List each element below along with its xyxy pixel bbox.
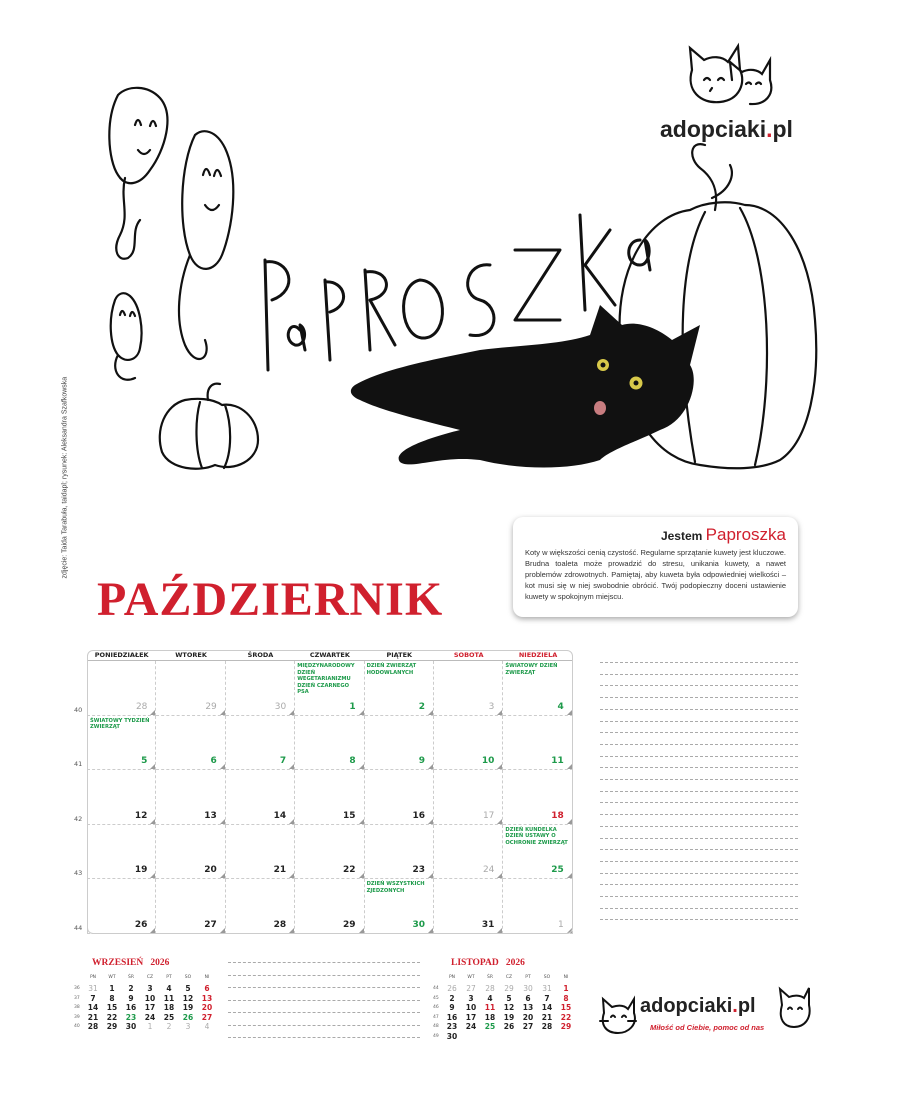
mini-day: 2 (128, 984, 134, 993)
mini-week-number: 44 (433, 986, 439, 991)
day-number: 26 (134, 919, 148, 930)
mini-day: 9 (449, 1003, 455, 1012)
mini-day: 10 (144, 993, 156, 1003)
corner-fold (428, 873, 433, 878)
day-number: 5 (141, 756, 148, 767)
corner-fold (359, 710, 364, 715)
note-line (600, 674, 798, 675)
mini-day: 11 (163, 993, 175, 1003)
day-number: 24 (482, 865, 495, 876)
mini-calendar-title: WRZESIEŃ 2026 (92, 958, 170, 968)
corner-fold (428, 928, 433, 933)
day-cell[interactable] (503, 661, 572, 716)
day-event: DZIEŃ KUNDELKA DZIEŃ USTAWY O OCHRONIE ZWIERZĄT (505, 826, 568, 846)
corner-fold (567, 710, 572, 715)
note-line (600, 896, 798, 897)
mini-day: 7 (90, 993, 96, 1003)
mini-day: 18 (484, 1012, 496, 1022)
mini-day: 18 (163, 1003, 175, 1012)
day-cell[interactable] (503, 825, 572, 880)
mini-week-number: 38 (74, 1005, 80, 1010)
logo-bottom-text: adopciaki (640, 995, 733, 1017)
photo-credit: zdjęcie: Taida Tarabuła, taidapl; rysunek: Aleksandra Szafkowska (61, 376, 69, 579)
day-number: 29 (205, 701, 217, 712)
note-line (600, 779, 798, 780)
corner-fold (359, 873, 364, 878)
day-event: ŚWIATOWY TYDZIEŃ ZWIERZĄT (90, 717, 150, 731)
bio-box (513, 517, 798, 617)
mini-day: 25 (163, 1012, 175, 1022)
day-header: ŚRODA (226, 650, 295, 661)
corner-fold (289, 764, 294, 769)
mini-day: 22 (106, 1012, 118, 1022)
week-number: 43 (74, 869, 83, 878)
ghost-drawing-1 (109, 88, 167, 259)
mini-day: 3 (185, 1022, 191, 1031)
mini-day: 15 (560, 1003, 572, 1012)
mini-day: 24 (144, 1012, 156, 1022)
mini-day-header: NI (563, 975, 569, 980)
corner-fold (289, 928, 294, 933)
mini-week-number: 39 (74, 1014, 80, 1020)
day-cell[interactable] (87, 825, 156, 880)
logo-top[interactable] (660, 40, 810, 150)
mini-day: 4 (487, 993, 493, 1003)
small-pumpkin-drawing (160, 384, 258, 469)
mini-day-header: PN (89, 975, 97, 980)
note-line (600, 744, 798, 745)
corner-fold (567, 819, 572, 824)
day-event: DZIEŃ WSZYSTKICH ZJEDZONYCH (366, 881, 425, 894)
mini-day: 2 (166, 1022, 172, 1031)
day-number: 25 (551, 865, 564, 876)
day-cell[interactable] (226, 879, 295, 934)
mini-day: 21 (541, 1012, 553, 1022)
cat-logo-icon-left (598, 995, 638, 1035)
corner-fold (220, 764, 225, 769)
note-line (600, 791, 798, 792)
day-header: SOBOTA (434, 650, 503, 661)
mini-day: 14 (87, 1003, 99, 1012)
bio-cat-name: Paproszka (705, 525, 786, 544)
mini-day: 17 (144, 1003, 156, 1012)
mini-day-header: NI (204, 975, 210, 980)
mini-day: 31 (88, 984, 98, 993)
corner-fold (289, 710, 294, 715)
mini-day: 28 (541, 1022, 553, 1031)
day-number: 11 (551, 756, 564, 767)
corner-fold (150, 819, 155, 824)
mini-day-header: PT (166, 975, 172, 980)
day-number: 8 (349, 756, 356, 767)
day-number: 27 (204, 919, 217, 930)
day-cell[interactable] (87, 770, 156, 825)
mini-day: 27 (201, 1012, 213, 1022)
mini-week-number: 37 (74, 995, 80, 1001)
mini-day: 26 (447, 984, 457, 993)
day-cell[interactable] (156, 661, 225, 716)
day-cell[interactable] (295, 770, 364, 825)
mini-day: 26 (503, 1022, 515, 1031)
mini-day: 20 (522, 1012, 534, 1022)
day-header: NIEDZIELA (503, 650, 572, 661)
mini-week-number: 48 (433, 1024, 439, 1029)
mini-week-number: 40 (74, 1024, 80, 1029)
mini-day: 16 (125, 1003, 137, 1012)
mini-day: 31 (542, 984, 552, 993)
logo-bottom-tld: pl (737, 995, 756, 1017)
day-cell[interactable] (226, 716, 295, 771)
corner-fold (220, 710, 225, 715)
bio-text: Koty w większości cenią czystość. Regularne sprzątanie kuwety jest kluczowe. Brudna toaleta może prowadzić do stresu, unikania kuwety, a nawet problemów zdrowotnych. Pamiętaj, aby kuweta była odpowiedniej wielkości – kot musi się w niej swobodnie obrócić. Twój podopieczny doceni ustawienie kuwety w spokojnym miejscu. (525, 548, 786, 601)
corner-fold (220, 819, 225, 824)
month-title: PAŹDZIERNIK (97, 573, 444, 626)
mini-day-header: ŚR (487, 975, 493, 980)
note-line (600, 685, 798, 686)
day-number: 2 (418, 701, 425, 712)
day-cell[interactable] (295, 661, 364, 716)
mini-day: 27 (466, 984, 476, 993)
corner-fold (150, 764, 155, 769)
day-number: 18 (551, 810, 564, 821)
day-cell[interactable] (156, 825, 225, 880)
mini-day: 28 (485, 984, 495, 993)
day-cell[interactable] (434, 879, 503, 934)
mini-day: 13 (201, 993, 213, 1003)
mini-day-header: CZ (146, 975, 154, 980)
day-cell[interactable] (156, 716, 225, 771)
mini-day-header: WT (467, 975, 475, 980)
day-header: WTOREK (156, 650, 225, 661)
mini-day: 3 (147, 984, 153, 993)
day-number: 22 (343, 865, 356, 876)
bio-prefix: Jestem (660, 529, 703, 543)
day-cell[interactable] (434, 825, 503, 880)
day-cell[interactable] (365, 879, 434, 934)
day-number: 30 (274, 701, 287, 712)
mini-day: 11 (484, 1003, 496, 1012)
day-number: 1 (558, 919, 564, 930)
ghost-drawing-3 (111, 293, 142, 380)
note-line (600, 709, 798, 710)
note-line (600, 814, 798, 815)
corner-fold (497, 819, 502, 824)
note-line (228, 987, 420, 988)
mini-week-number: 49 (433, 1033, 439, 1039)
mini-day: 3 (468, 993, 474, 1003)
day-number: 1 (349, 701, 356, 712)
mini-day: 16 (446, 1012, 458, 1022)
corner-fold (289, 873, 294, 878)
mini-day: 30 (125, 1022, 137, 1031)
day-number: 7 (279, 756, 287, 767)
mini-day: 6 (204, 984, 210, 993)
week-number: 41 (74, 760, 83, 769)
day-number: 9 (418, 756, 425, 767)
mini-day-header: SO (184, 975, 192, 980)
mini-week-number: 46 (433, 1005, 439, 1010)
day-number: 4 (557, 701, 564, 712)
mini-day: 5 (506, 993, 512, 1003)
day-header: CZWARTEK (295, 650, 364, 661)
day-cell[interactable] (156, 879, 225, 934)
note-line (228, 1000, 420, 1001)
note-line (600, 732, 798, 733)
mini-day-header: PN (448, 975, 456, 980)
mini-day: 7 (544, 993, 550, 1003)
corner-fold (497, 764, 502, 769)
day-number: 17 (482, 810, 495, 821)
mini-day: 21 (87, 1012, 99, 1022)
day-event: DZIEŃ ZWIERZĄT HODOWLANYCH (366, 663, 417, 676)
cat-logo-icon-right (776, 985, 812, 1030)
day-number: 28 (135, 701, 148, 712)
corner-fold (150, 710, 155, 715)
day-number: 29 (343, 919, 356, 930)
note-line (600, 873, 798, 874)
day-cell[interactable] (434, 770, 503, 825)
corner-fold (497, 710, 502, 715)
cats-logo-icon (680, 40, 780, 110)
mini-day: 1 (109, 984, 115, 993)
week-number: 42 (74, 814, 83, 823)
note-line (600, 802, 798, 803)
day-number: 31 (481, 919, 495, 930)
mini-day: 13 (522, 1003, 534, 1012)
note-line (600, 662, 798, 663)
day-event: ŚWIATOWY DZIEŃ ZWIERZĄT (505, 663, 558, 676)
mini-day: 17 (465, 1012, 477, 1022)
note-line (600, 849, 798, 850)
logo-top-tld: pl (772, 116, 793, 142)
day-cell[interactable] (365, 825, 434, 880)
note-line (228, 975, 420, 976)
day-number: 12 (134, 810, 148, 821)
corner-fold (220, 873, 225, 878)
day-number: 6 (210, 756, 217, 767)
mini-day: 30 (523, 984, 533, 993)
day-number: 30 (412, 919, 425, 930)
day-cell[interactable] (434, 661, 503, 716)
mini-day: 4 (166, 984, 172, 993)
mini-day-header: SO (543, 975, 551, 980)
corner-fold (428, 710, 433, 715)
day-cell[interactable] (365, 770, 434, 825)
mini-day: 29 (106, 1022, 118, 1031)
mini-week-number: 45 (433, 995, 439, 1001)
day-number: 20 (204, 865, 217, 876)
note-line (600, 767, 798, 768)
day-cell[interactable] (503, 716, 572, 771)
mini-day: 14 (541, 1003, 553, 1012)
week-number: 44 (74, 924, 83, 932)
note-line (600, 861, 798, 862)
note-line (228, 1025, 420, 1026)
mini-day: 22 (560, 1012, 572, 1022)
day-cell[interactable] (503, 770, 572, 825)
ghost-drawing-2 (179, 131, 233, 359)
mini-day: 6 (525, 993, 531, 1003)
day-event: MIĘDZYNARODOWY DZIEŃ WEGETARIANIZMU DZIEŃ CZARNEGO PSA (297, 663, 355, 695)
note-line (600, 697, 798, 698)
note-line (228, 1012, 420, 1013)
mini-day: 29 (504, 984, 514, 993)
corner-fold (497, 873, 502, 878)
corner-fold (567, 928, 572, 933)
note-line (228, 1037, 420, 1038)
mini-day: 2 (449, 993, 455, 1003)
mini-day-header: PT (525, 975, 531, 980)
corner-fold (289, 819, 294, 824)
mini-day-header: ŚR (128, 975, 134, 980)
day-cell[interactable] (503, 879, 572, 934)
corner-fold (567, 873, 572, 878)
mini-day: 4 (204, 1022, 210, 1031)
day-header: PONIEDZIAŁEK (87, 650, 156, 661)
corner-fold (150, 928, 155, 933)
mini-day: 29 (560, 1022, 572, 1031)
mini-day: 30 (446, 1031, 458, 1041)
day-number: 15 (343, 810, 356, 821)
day-number: 28 (273, 919, 287, 930)
day-number: 3 (488, 701, 495, 712)
logo-bottom-dot: . (732, 995, 738, 1017)
day-cell[interactable] (226, 661, 295, 716)
day-cell[interactable] (365, 661, 434, 716)
day-number: 14 (273, 810, 287, 821)
logo-bottom[interactable] (598, 985, 813, 1045)
note-line (600, 721, 798, 722)
day-cell[interactable] (156, 770, 225, 825)
mini-day: 23 (446, 1022, 458, 1031)
mini-day-header: CZ (505, 975, 513, 980)
mini-week-number: 47 (433, 1014, 439, 1020)
mini-day: 9 (128, 993, 134, 1003)
corner-fold (428, 764, 433, 769)
note-line (600, 884, 798, 885)
day-cell[interactable] (365, 716, 434, 771)
day-cell[interactable] (434, 716, 503, 771)
mini-day: 23 (125, 1012, 137, 1022)
logo-top-text: adopciaki (660, 116, 767, 142)
day-number: 13 (204, 810, 217, 821)
mini-day: 12 (182, 993, 194, 1003)
week-number: 40 (74, 705, 83, 714)
corner-fold (428, 819, 433, 824)
mini-day: 10 (465, 1003, 477, 1012)
day-number: 21 (273, 865, 287, 876)
mini-calendar-title: LISTOPAD 2026 (451, 958, 525, 968)
day-number: 19 (134, 865, 148, 876)
mini-day: 24 (465, 1022, 477, 1031)
mini-day: 8 (109, 993, 115, 1003)
note-line (600, 756, 798, 757)
day-cell[interactable] (87, 661, 156, 716)
mini-day: 27 (522, 1022, 534, 1031)
mini-day: 1 (563, 984, 569, 993)
note-line (600, 919, 798, 920)
mini-day: 8 (563, 993, 569, 1003)
mini-day: 26 (182, 1012, 194, 1022)
mini-day: 19 (182, 1003, 194, 1012)
day-cell[interactable] (295, 716, 364, 771)
mini-week-number: 36 (74, 986, 80, 991)
mini-day: 25 (484, 1022, 496, 1031)
logo-tagline: Miłość od Ciebie, pomoc od nas (650, 1023, 765, 1032)
mini-day: 19 (503, 1012, 515, 1022)
day-cell[interactable] (226, 770, 295, 825)
day-number: 23 (412, 865, 425, 876)
day-cell[interactable] (87, 716, 156, 771)
month-calendar-grid (87, 650, 573, 934)
day-cell[interactable] (295, 825, 364, 880)
cat-photo (351, 305, 700, 468)
day-cell[interactable] (295, 879, 364, 934)
mini-day: 20 (201, 1003, 213, 1012)
logo-top-dot: . (766, 116, 773, 142)
mini-day: 15 (106, 1003, 118, 1012)
note-line (600, 838, 798, 839)
note-line (228, 962, 420, 963)
mini-day: 1 (147, 1022, 153, 1031)
day-cell[interactable] (87, 879, 156, 934)
day-cell[interactable] (226, 825, 295, 880)
note-line (600, 826, 798, 827)
corner-fold (497, 928, 502, 933)
corner-fold (359, 764, 364, 769)
mini-day: 12 (503, 1003, 515, 1012)
corner-fold (359, 928, 364, 933)
corner-fold (220, 928, 225, 933)
corner-fold (359, 819, 364, 824)
mini-day: 5 (185, 984, 191, 993)
corner-fold (567, 764, 572, 769)
note-line (600, 908, 798, 909)
mini-day: 28 (87, 1022, 99, 1031)
mini-day-header: WT (108, 975, 116, 980)
day-number: 16 (412, 810, 425, 821)
day-header: PIĄTEK (365, 650, 434, 661)
corner-fold (150, 873, 155, 878)
day-number: 10 (481, 756, 495, 767)
